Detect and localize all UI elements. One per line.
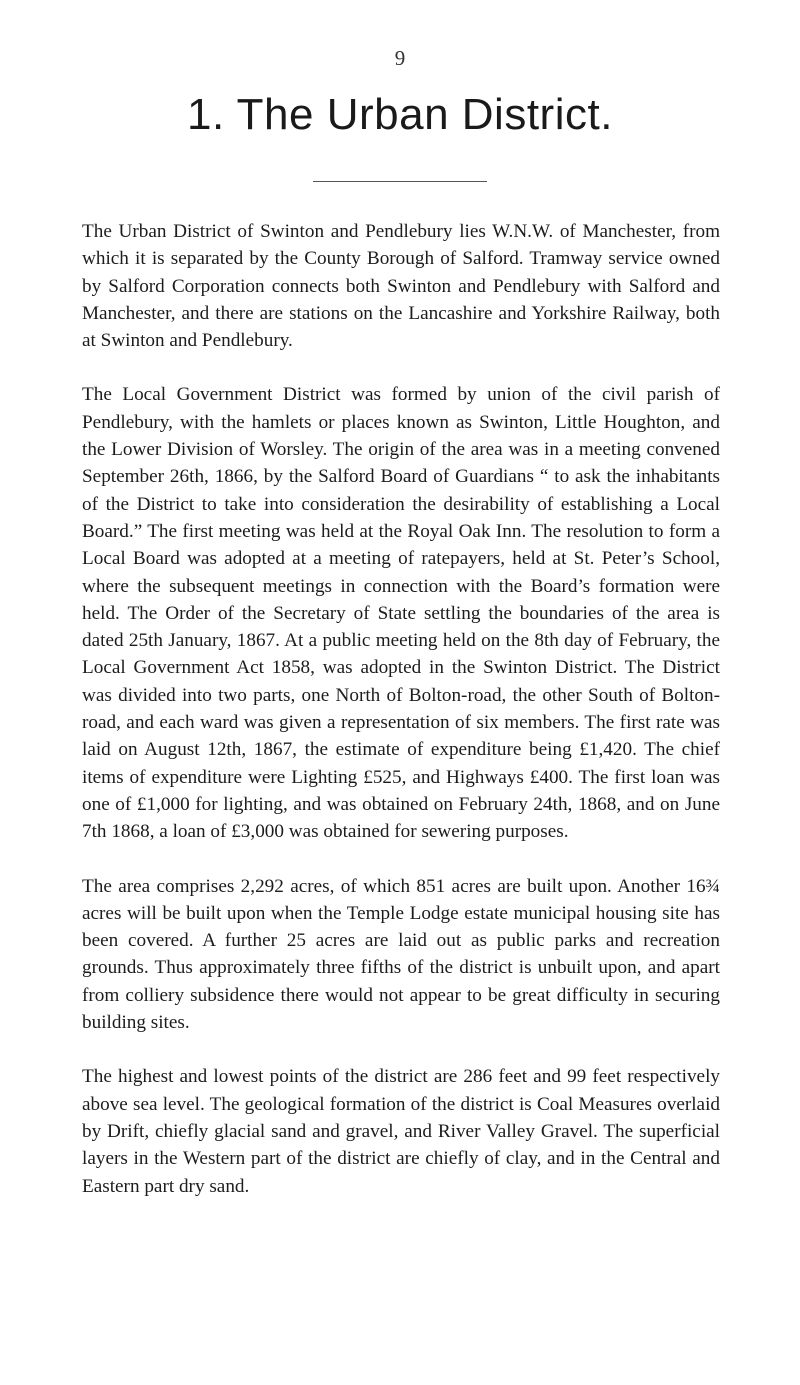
- body-text: [82, 218, 720, 1227]
- paragraph-location: The Urban District of Swinton and Pendlebury lies W.N.W. of Manchester, from which it is separated by the County Borough of Salford. Tramway service owned by Salford Corporation connects both Swinton and Pendlebury with Salford and Manchester, and there are stations on the Lancashire and Yorkshire Railway, both at Swinton and Pendlebury.: [82, 221, 720, 352]
- title-underline-divider: [313, 181, 487, 182]
- paragraph-geology: The highest and lowest points of the district are 286 feet and 99 feet respectively above sea level. The geological formation of the district is Coal Measures overlaid by Drift, chiefly glacial sand and gravel, and River Valley Gravel. The superficial layers in the Western part of the district are chiefly of clay, and in the Central and Eastern part dry sand.: [82, 1066, 720, 1197]
- paragraph-history: The Local Government District was formed by union of the civil parish of Pendlebury, with the hamlets or places known as Swinton, Little Houghton, and the Lower Division of Worsley. The origin of the area was in a meeting convened September 26th, 1866, by the Salford Board of Guardians “ to ask the inhabitants of the District to take into consideration the desirability of establishing a Local Board.” The first meeting was held at the Royal Oak Inn. The resolution to form a Local Board was adopted at a meeting of ratepayers, held at St. Peter’s School, where the subsequent meetings in connection with the Board’s formation were held. The Order of the Secretary of State settling the boundaries of the area is dated 25th January, 1867. At a public meeting held on the 8th day of February, the Local Government Act 1858, was adopted in the Swinton District. The District was divided into two parts, one North of Bolton-road, the other South of Bolton-road, and each ward was given a representation of six members. The first rate was laid on August 12th, 1867, the estimate of expenditure being £1,420. The chief items of expenditure were Lighting £525, and Highways £400. The first loan was one of £1,000 for lighting, and was obtained on February 24th, 1868, and on June 7th 1868, a loan of £3,000 was obtained for sewering purposes.: [82, 384, 720, 843]
- page-title: 1. The Urban District.: [187, 90, 613, 139]
- paragraph-area: The area comprises 2,292 acres, of which 851 acres are built upon. Another 16¾ acres will be built upon when the Temple Lodge estate municipal housing site has been covered. A further 25 acres are laid out as public parks and recreation grounds. Thus approximately three fifths of the district is unbuilt upon, and apart from colliery subsidence there would not appear to be great difficulty in securing building sites.: [82, 875, 720, 1034]
- page-number: 9: [394, 46, 406, 70]
